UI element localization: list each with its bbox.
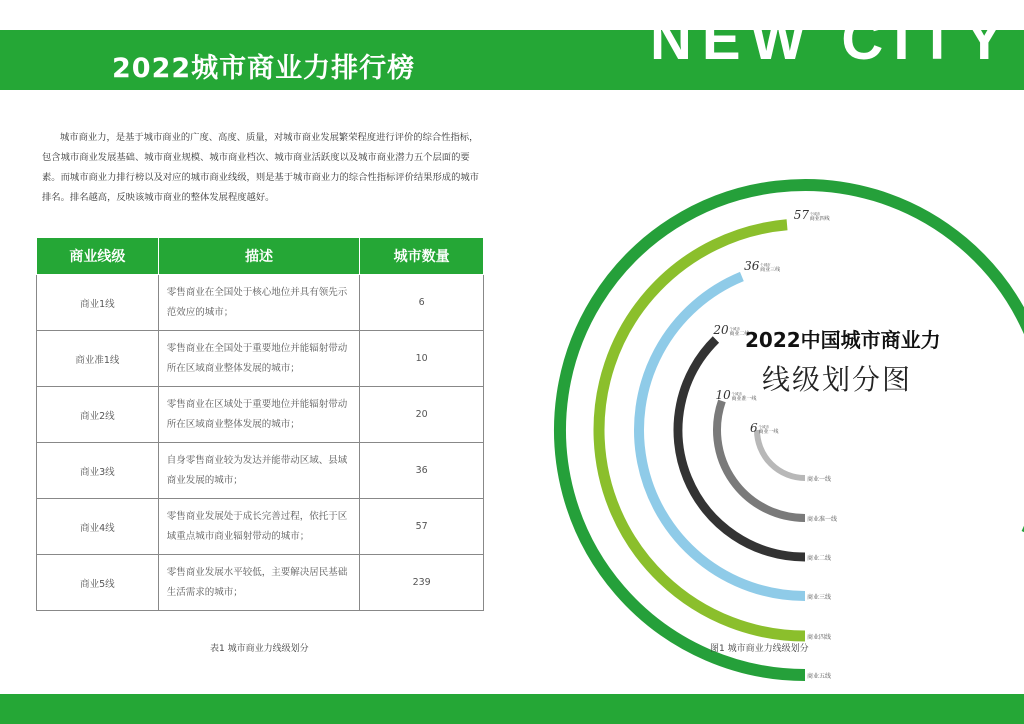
- arc-2: [717, 401, 805, 518]
- svg-text:57: 57: [793, 207, 810, 222]
- desc-cell: 零售商业发展水平较低，主要解决居民基础生活需求的城市；: [158, 555, 360, 611]
- desc-cell: 自身零售商业较为发达并能带动区域、县域商业发展的城市；: [158, 443, 360, 499]
- svg-text:个城市: 个城市: [760, 262, 771, 267]
- svg-text:商业三线: 商业三线: [760, 266, 781, 273]
- chart-subtitle: 线级划分图: [762, 363, 913, 396]
- svg-text:商业四线: 商业四线: [809, 215, 830, 222]
- value-label: [794, 208, 830, 222]
- desc-cell: 零售商业在全国处于重要地位并能辐射带动所在区域商业整体发展的城市；: [158, 331, 360, 387]
- tier-cell: 商业3线: [37, 443, 159, 499]
- svg-text:36: 36: [744, 258, 760, 273]
- value-label: [744, 259, 780, 273]
- svg-text:个城市: 个城市: [809, 211, 821, 216]
- legend-label: 商业二线: [807, 555, 832, 562]
- column-header: 城市数量: [360, 238, 484, 275]
- table-caption: 表1 城市商业力线级划分: [210, 644, 309, 654]
- count-cell: 20: [360, 387, 484, 443]
- svg-text:商业一线: 商业一线: [758, 429, 779, 436]
- svg-text:6: 6: [750, 421, 758, 436]
- tier-cell: 商业1线: [37, 275, 159, 331]
- count-cell: 10: [360, 331, 484, 387]
- svg-text:商业二线: 商业二线: [729, 331, 750, 338]
- desc-cell: 零售商业在区域处于重要地位并能辐射带动所在区域商业整体发展的城市；: [158, 387, 360, 443]
- legend-label: 商业一线: [807, 476, 832, 483]
- chart-caption: 图1 城市商业力线级划分: [710, 644, 809, 654]
- svg-text:个城市: 个城市: [758, 425, 770, 430]
- count-cell: 36: [360, 443, 484, 499]
- chart-title: 2022中国城市商业力: [745, 328, 941, 352]
- arc-1: [757, 430, 805, 478]
- value-label: [750, 421, 779, 435]
- intro-paragraph: 城市商业力，是基于城市商业的广度、高度、质量，对城市商业发展繁荣程度进行评价的综合性指标，包含城市商业发展基础、城市商业规模、城市商业档次、城市商业活跃度以及城市商业潜力五个层面的要素。而城市商业力排行榜以及对应的城市商业线级，则是基于城市商业力的综合性指标评价结果形成的城市排名。排名越高，反映该城市商业的整体发展程度越好。: [42, 132, 479, 203]
- legend-label: 商业五线: [807, 673, 832, 680]
- tier-cell: 商业准1线: [37, 331, 159, 387]
- legend-label: 商业三线: [807, 594, 832, 601]
- value-label: [712, 323, 749, 337]
- count-cell: 57: [360, 499, 484, 555]
- tier-cell: 商业2线: [37, 387, 159, 443]
- count-cell: 239: [360, 555, 484, 611]
- svg-text:商业准一线: 商业准一线: [731, 396, 757, 403]
- tier-cell: 商业5线: [37, 555, 159, 611]
- legend-label: 商业准一线: [807, 516, 838, 523]
- svg-text:个城市: 个城市: [729, 327, 740, 332]
- column-header: 描述: [158, 238, 360, 275]
- value-label: [716, 388, 757, 402]
- desc-cell: 零售商业发展处于成长完善过程，依托于区域重点城市商业辐射带动的城市；: [158, 499, 360, 555]
- decor-text: NEW CITY: [650, 7, 1014, 72]
- legend-label: 商业四线: [807, 634, 832, 641]
- page-title: 2022城市商业力排行榜: [112, 53, 416, 84]
- tier-cell: 商业4线: [37, 499, 159, 555]
- arc-6: [560, 185, 1024, 675]
- count-cell: 6: [360, 275, 484, 331]
- svg-text:个城市: 个城市: [731, 392, 743, 397]
- column-header: 商业线级: [37, 238, 159, 275]
- footer-band: [0, 694, 1024, 724]
- desc-cell: 零售商业在全国处于核心地位并具有领先示范效应的城市；: [158, 275, 360, 331]
- svg-text:10: 10: [715, 388, 731, 403]
- svg-text:20: 20: [713, 323, 729, 338]
